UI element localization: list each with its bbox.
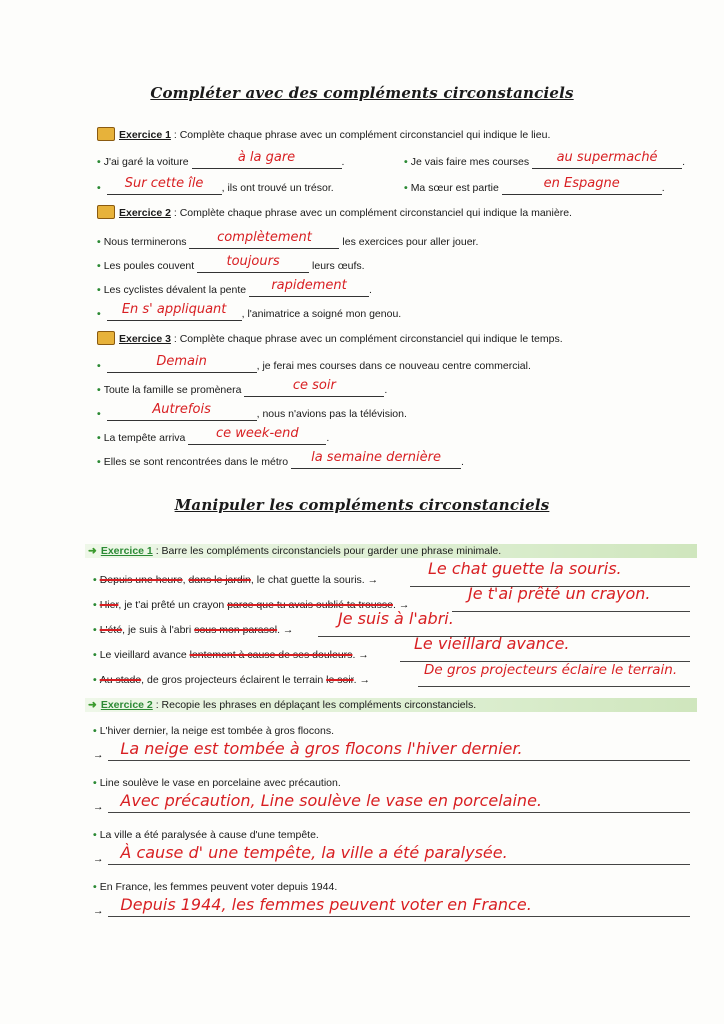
arrow-icon: → xyxy=(367,574,379,586)
s2-ex1-answer-4[interactable]: Le vieillard avance. xyxy=(414,634,570,653)
arrow-icon: → xyxy=(359,674,370,686)
bullet: • xyxy=(97,284,101,296)
handwritten-answer: En s' appliquant xyxy=(121,302,227,317)
ex1-label: Exercice 1 xyxy=(119,129,171,141)
answer-blank[interactable] xyxy=(107,402,257,421)
s2-ex2-sentence-2: • Line soulève le vase en porcelaine avec précaution. xyxy=(93,777,341,789)
ex2-label: Exercice 2 xyxy=(119,207,171,219)
ex3-instruction: : Complète chaque phrase avec un complément circonstanciel qui indique le temps. xyxy=(173,333,563,345)
s2-ex1-answer-5[interactable]: De gros projecteurs éclaire le terrain. xyxy=(424,662,678,678)
s2-ex2-label: Exercice 2 xyxy=(100,699,153,711)
bullet: • xyxy=(97,308,101,320)
s2-ex2-sentence-1: • L'hiver dernier, la neige est tombée à gros flocons. xyxy=(93,725,334,737)
s2-ex2-sentence-3: • La ville a été paralysée à cause d'une tempête. xyxy=(93,829,319,841)
handwritten-answer: en Espagne xyxy=(543,176,620,191)
answer-blank[interactable] xyxy=(249,278,369,297)
ex3-item-4: • La tempête arriva ce week-end . xyxy=(97,426,330,444)
bullet: • xyxy=(404,182,408,194)
handwritten-answer: complètement xyxy=(217,230,312,245)
arrow-icon: → xyxy=(93,801,104,813)
ex2-item-2: • Les poules couvent toujours leurs œufs. xyxy=(97,254,365,272)
ex1-item-1: • J'ai garé la voiture à la gare . xyxy=(97,150,345,168)
ex1-item-2: • Sur cette île , ils ont trouvé un trésor. xyxy=(97,176,334,194)
ex2-header xyxy=(97,206,572,220)
ex2-item-1: • Nous terminerons complètement les exercices pour aller jouer. xyxy=(97,230,479,248)
s2-ex1-item-1: • Depuis une heure, dans le jardin, le chat guette la souris. → xyxy=(93,574,379,586)
bullet: • xyxy=(97,182,101,194)
handwritten-answer: Avec précaution, Line soulève le vase en porcelaine. xyxy=(120,791,542,810)
ex2-item-3: • Les cyclistes dévalent la pente rapidement . xyxy=(97,278,372,296)
bullet: • xyxy=(97,408,101,420)
answer-blank[interactable] xyxy=(107,354,257,373)
arrow-icon: → xyxy=(93,853,104,865)
handwritten-answer: Depuis 1944, les femmes peuvent voter en France. xyxy=(120,895,532,914)
ex1-instruction: : Complète chaque phrase avec un complément circonstanciel qui indique le lieu. xyxy=(173,129,551,141)
ex3-label: Exercice 3 xyxy=(119,333,171,345)
s2-ex2-sentence-4: • En France, les femmes peuvent voter depuis 1944. xyxy=(93,881,338,893)
handwritten-answer: ce week-end xyxy=(216,426,299,441)
book-icon xyxy=(97,205,115,219)
s2-ex1-answer-2[interactable]: Je t'ai prêté un crayon. xyxy=(468,584,651,603)
handwritten-answer: Autrefois xyxy=(152,402,211,417)
handwritten-answer: la semaine dernière xyxy=(311,450,441,465)
handwritten-answer: à la gare xyxy=(237,150,296,165)
answer-blank[interactable] xyxy=(189,230,339,249)
s2-ex1-instruction: : Barre les compléments circonstanciels pour garder une phrase minimale. xyxy=(155,545,502,557)
answer-blank[interactable] xyxy=(197,254,309,273)
handwritten-answer: toujours xyxy=(226,254,280,269)
s2-ex2-header xyxy=(88,698,476,712)
arrow-icon: → xyxy=(93,749,104,761)
s2-ex1-item-5: • Au stade, de gros projecteurs éclairent le terrain le soir. → xyxy=(93,674,370,686)
bullet: • xyxy=(97,432,101,444)
s2-ex1-item-3: • L'été, je suis à l'abri sous mon parasol. → xyxy=(93,624,294,636)
arrow-icon: → xyxy=(282,624,294,636)
section2-title: Manipuler les compléments circonstanciels xyxy=(174,496,550,514)
s2-ex1-answer-1[interactable]: Le chat guette la souris. xyxy=(428,559,622,578)
s2-ex1-item-4: • Le vieillard avance lentement à cause de ses douleurs. → xyxy=(93,649,369,661)
ex1-header xyxy=(97,128,550,142)
ex2-item-4: • En s' appliquant , l'animatrice a soigné mon genou. xyxy=(97,302,402,320)
green-arrow-icon: ➜ xyxy=(88,545,97,557)
bullet: • xyxy=(97,260,101,272)
s2-ex1-label: Exercice 1 xyxy=(100,545,153,557)
handwritten-answer: Demain xyxy=(156,354,207,369)
handwritten-answer: Sur cette île xyxy=(124,176,204,191)
answer-blank[interactable] xyxy=(244,378,384,397)
ex3-header xyxy=(97,332,563,346)
ex3-item-5: • Elles se sont rencontrées dans le métro la semaine dernière . xyxy=(97,450,464,468)
section1-title: Compléter avec des compléments circonstanciels xyxy=(150,84,574,102)
ex1-item-4: • Ma sœur est partie en Espagne . xyxy=(404,176,665,194)
handwritten-answer: À cause d' une tempête, la ville a été paralysée. xyxy=(120,843,508,862)
answer-blank[interactable] xyxy=(291,450,461,469)
s2-ex2-instruction: : Recopie les phrases en déplaçant les compléments circonstanciels. xyxy=(155,699,477,711)
handwritten-answer: ce soir xyxy=(292,378,336,393)
arrow-icon: → xyxy=(358,649,369,661)
s2-ex1-item-2: • Hier, je t'ai prêté un crayon parce que tu avais oublié ta trousse. → xyxy=(93,599,410,611)
arrow-icon: → xyxy=(398,599,410,611)
bullet: • xyxy=(97,456,101,468)
handwritten-answer: rapidement xyxy=(271,278,347,293)
arrow-icon: → xyxy=(93,905,104,917)
handwritten-answer: La neige est tombée à gros flocons l'hiver dernier. xyxy=(120,739,523,758)
s2-ex1-answer-3[interactable]: Je suis à l'abri. xyxy=(338,609,454,628)
s2-ex1-header xyxy=(88,544,501,558)
ex1-item-3: • Je vais faire mes courses au supermaché . xyxy=(404,150,685,168)
book-icon xyxy=(97,127,115,141)
ex3-item-2: • Toute la famille se promènera ce soir . xyxy=(97,378,388,396)
handwritten-answer: au supermaché xyxy=(556,150,658,165)
green-arrow-icon: ➜ xyxy=(88,699,97,711)
book-icon xyxy=(97,331,115,345)
ex2-instruction: : Complète chaque phrase avec un complément circonstanciel qui indique la manière. xyxy=(173,207,572,219)
bullet: • xyxy=(97,236,101,248)
bullet: • xyxy=(97,360,101,372)
answer-blank[interactable] xyxy=(107,302,242,321)
ex3-item-1: • Demain , je ferai mes courses dans ce nouveau centre commercial. xyxy=(97,354,531,372)
bullet: • xyxy=(97,156,101,168)
ex3-item-3: • Autrefois , nous n'avions pas la télévision. xyxy=(97,402,407,420)
answer-blank[interactable] xyxy=(107,176,222,195)
bullet: • xyxy=(97,384,101,396)
bullet: • xyxy=(404,156,408,168)
